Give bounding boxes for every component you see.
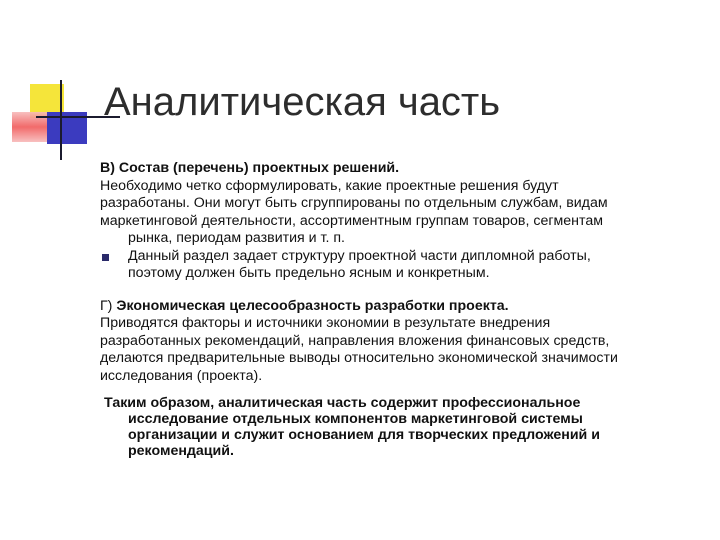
section-g-line: Приводятся факторы и источники экономии в результате внедрения <box>100 315 551 331</box>
section-b-line: Необходимо четко сформулировать, какие проектные решения будут <box>100 177 559 194</box>
conclusion-line: рекомендаций. <box>128 443 234 459</box>
slide-body <box>100 160 705 459</box>
section-b-line: маркетинговой деятельности, ассортиментным группам товаров, сегментам <box>100 212 603 229</box>
section-g-line: разработанных рекомендаций, направления вложения финансовых средств, <box>100 332 610 349</box>
section-g-heading <box>100 298 705 316</box>
section-b-continuation: рынка, периодам развития и т. п. <box>128 230 345 246</box>
bullet-line: поэтому должен быть предельно ясным и конкретным. <box>128 265 490 281</box>
section-g-line: исследования (проекта). <box>100 367 263 384</box>
bullet-line: Данный раздел задает структуру проектной части дипломной работы, <box>128 247 591 264</box>
section-g-line: делаются предварительные выводы относительно экономической значимости <box>100 350 618 366</box>
square-bullet-icon <box>102 254 109 261</box>
decor-vertical-line <box>60 80 62 160</box>
section-g-prefix: Г) <box>100 297 117 314</box>
conclusion-line: Таким образом, аналитическая часть содержит профессиональное <box>104 395 581 411</box>
section-g-title: Экономическая целесообразность разработки проекта. <box>116 297 509 314</box>
conclusion-line: организации и служит основанием для творческих предложений и <box>128 427 600 443</box>
conclusion-line: исследование отдельных компонентов маркетинговой системы <box>128 411 583 427</box>
slide-title: Аналитическая часть <box>104 80 501 124</box>
section-b-line: разработаны. Они могут быть сгруппированы по отдельным службам, видам <box>100 195 608 211</box>
bullet-item <box>100 248 705 283</box>
section-b-heading: В) Состав (перечень) проектных решений. <box>100 160 400 176</box>
